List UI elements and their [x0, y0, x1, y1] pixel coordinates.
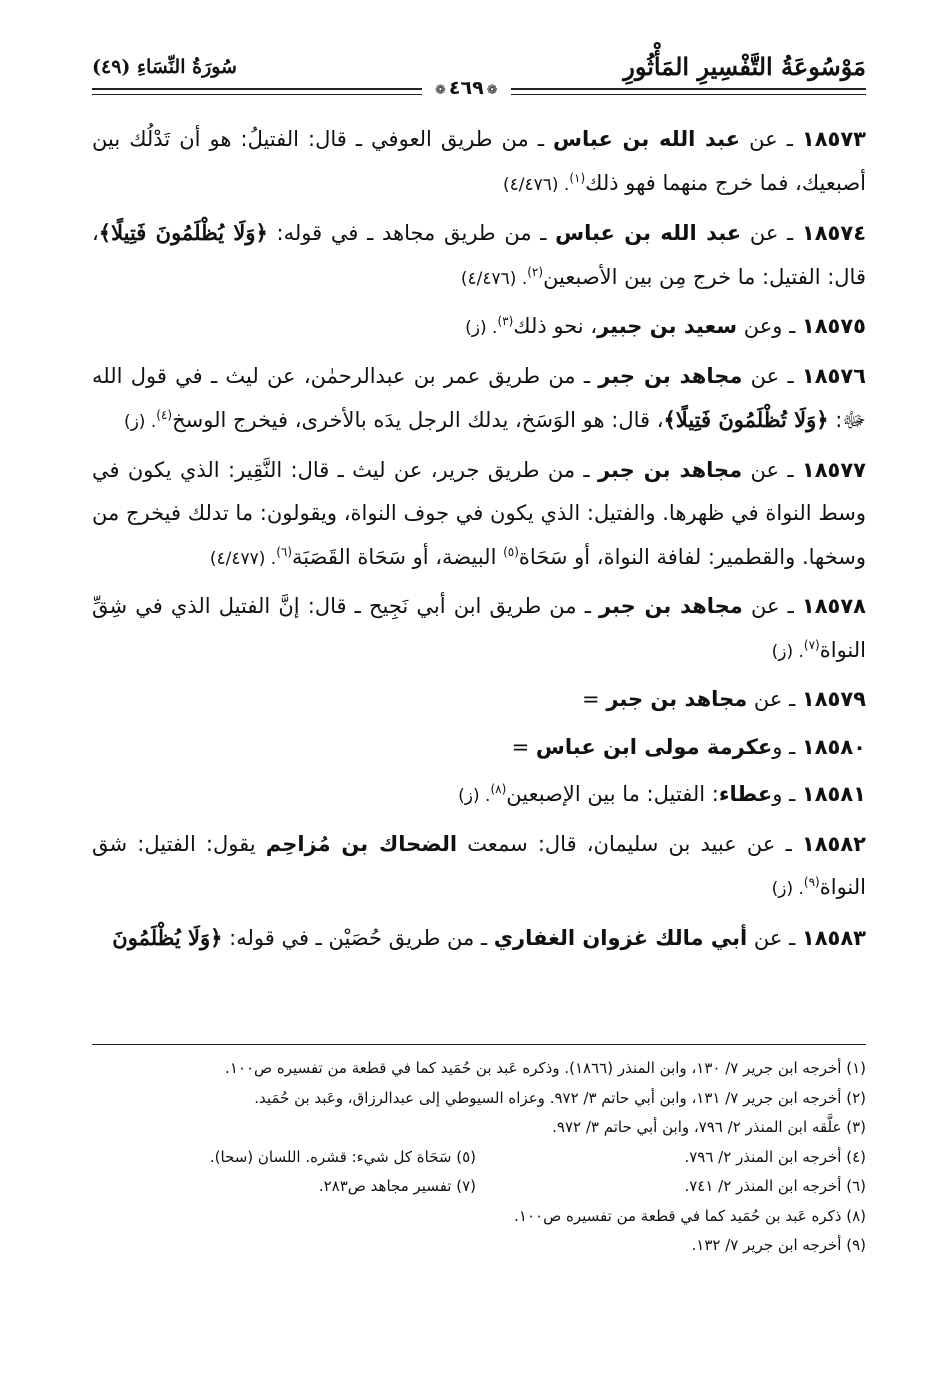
entry-18573: ١٨٥٧٣ ـ عن عبد الله بن عباس ـ من طريق العوفي ـ قال: الفتيلُ: هو أن تَدْلُك بين أصبعيك، فما خرج منهما فهو ذلك$^{(١)}$. (٤/٤٧٦): [92, 127, 866, 195]
footnote-6: (٦) أخرجه ابن المنذر ٢/ ٧٤١.: [684, 1177, 866, 1195]
footnote-7: (٧) تفسير مجاهد ص٢٨٣.: [318, 1177, 476, 1195]
footnotes: [92, 1054, 866, 1261]
footnote-marker: (٨): [490, 782, 507, 796]
footnote-marker: (٧): [803, 637, 820, 652]
entry-18583: ١٨٥٨٣ ـ عن أبي مالك غزوان الغفاري ـ من طريق حُصَيْن ـ في قوله: ﴿وَلَا يُظْلَمُونَ: [112, 924, 866, 950]
footnote-marker: (١): [569, 170, 586, 185]
footnote-marker: (٢): [527, 264, 544, 279]
entry-18575: ١٨٥٧٥ ـ وعن سعيد بن جبير، نحو ذلك$^{(٣)}$. (ز): [465, 314, 866, 338]
footnote-3: (٣) علَّقه ابن المنذر ٢/ ٧٩٦، وابن أبي حاتم ٣/ ٩٧٢.: [552, 1118, 866, 1136]
entry-18582: ١٨٥٨٢ ـ عن عبيد بن سليمان، قال: سمعت الضحاك بن مُزاحِم يقول: الفتيل: شق النواة$^{(٩)}$. (ز): [92, 831, 866, 899]
footnote-marker: (٦): [276, 544, 293, 559]
main-text: [92, 118, 866, 964]
page-number: ❁٤٦٩❁: [422, 77, 511, 99]
ornament-icon: ❁: [435, 83, 446, 98]
footnote-1: (١) أخرجه ابن جرير ٧/ ١٣٠، وابن المنذر (١٨٦٦). وذكره عَبد بن حُمَيد كما في قطعة من تفسيره ص١٠٠.: [225, 1059, 866, 1077]
footnote-separator: [92, 1044, 866, 1045]
source-ref: . (٤/٤٧٦): [460, 268, 528, 289]
entry-18581: ١٨٥٨١ ـ وعطاء: الفتيل: ما بين الإصبعين$^{(٨)}$. (ز): [458, 782, 866, 806]
footnote-marker: (٥): [503, 544, 519, 559]
entry-18578: ١٨٥٧٨ ـ عن مجاهد بن جبر ـ من طريق ابن أبي نَجِيح ـ قال: إنَّ الفتيل الذي في شِقِّ النواة$^{(٧)}$. (ز): [92, 594, 866, 662]
entry-18580: ١٨٥٨٠ ـ وعكرمة مولى ابن عباس =: [511, 734, 866, 759]
source-ref: . (٤/٤٧٦): [502, 174, 570, 195]
footnote-5: (٥) سَحَاة كل شيء: قشره. اللسان (سحا).: [209, 1147, 476, 1166]
footnote-2: (٢) أخرجه ابن جرير ٧/ ١٣١، وابن أبي حاتم ٣/ ٩٧٢. وعزاه السيوطي إلى عبدالرزاق، وعَبد بن حُمَيد.: [254, 1088, 866, 1107]
quran-verse: ﴿وَلَا تُظْلَمُونَ فَتِيلًا﴾: [663, 407, 829, 432]
quran-verse: ﴿وَلَا يُظْلَمُونَ: [112, 924, 223, 950]
footnote-4: (٤) أخرجه ابن المنذر ٢/ ٧٩٦.: [684, 1147, 866, 1166]
source-ref: . (٤/٤٧٧): [209, 548, 277, 569]
entry-18577: ١٨٥٧٧ ـ عن مجاهد بن جبر ـ من طريق جرير، عن ليث ـ قال: النَّقِير: الذي يكون في وسط النواة في ظهرها. والفتيل: الذي يكون في جوف النواة، ويقولون: ما تدلك فيخرج من وسخها. والقطمير: لفافة النواة، أو سَحَاة$^{(٥)}$ البيضة، أو سَحَاة القَصَبَة$^{(٦)}$. (٤/٤٧٧): [92, 457, 866, 569]
source-ref: . (ز): [458, 786, 491, 806]
footnote-row: [92, 1143, 866, 1173]
entry-18574: ١٨٥٧٤ ـ عن عبد الله بن عباس ـ من طريق مجاهد ـ في قوله: ﴿وَلَا يُظْلَمُونَ فَتِيلًا﴾، قال: الفتيل: ما خرج مِن بين الأصبعين$^{(٢)}$. (٤/٤٧٦): [92, 220, 867, 289]
book-title: مَوْسُوعَةُ التَّفْسِيرِ المَأْثُورِ: [623, 52, 866, 81]
footnote-marker: (٩): [803, 875, 820, 889]
entry-18576: ١٨٥٧٦ ـ عن مجاهد بن جبر ـ من طريق عمر بن عبدالرحمٰن، عن ليث ـ في قول الله ﷻ: ﴿وَلَا تُظْلَمُونَ فَتِيلًا﴾، قال: هو الوَسَخ، يدلك الرجل يدَه بالأخرى، فيخرج الوسخ$^{(٤)}$. (ز): [92, 363, 866, 432]
source-ref: . (ز): [771, 641, 804, 662]
source-ref: . (ز): [465, 318, 498, 338]
footnote-marker: (٣): [497, 314, 514, 328]
footnote-8: (٨) ذكره عَبد بن حُمَيد كما في قطعة من تفسيره ص١٠٠.: [514, 1206, 866, 1225]
page-header: [92, 48, 866, 99]
quran-verse: ﴿وَلَا يُظْلَمُونَ فَتِيلًا﴾: [98, 220, 268, 245]
surah-name: سُورَةُ النِّسَاءِ (٤٩): [92, 56, 237, 78]
source-ref: . (ز): [123, 412, 157, 432]
source-ref: . (ز): [771, 879, 804, 899]
footnote-row: [92, 1172, 866, 1202]
entry-18579: ١٨٥٧٩ ـ عن مجاهد بن جبر =: [582, 687, 866, 711]
footnote-marker: (٤): [156, 408, 173, 422]
footnote-9: (٩) أخرجه ابن جرير ٧/ ١٣٢.: [691, 1236, 866, 1254]
ornament-icon: ❁: [486, 83, 498, 98]
